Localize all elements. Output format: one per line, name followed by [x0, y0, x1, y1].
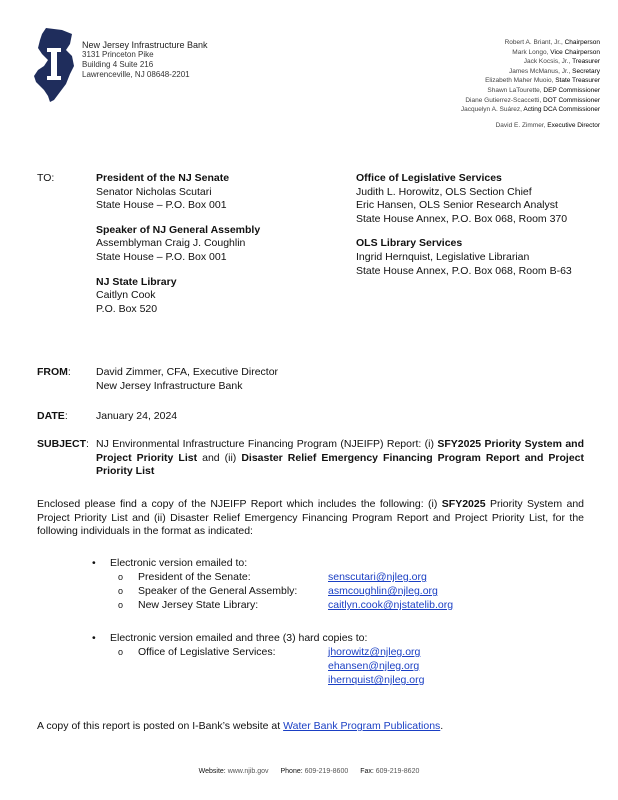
- list-item: [92, 674, 592, 688]
- email-link[interactable]: jhorowitz@njleg.org: [328, 646, 421, 658]
- from-label: FROM:: [37, 366, 71, 378]
- board-member: Mark Longo, Vice Chairperson: [512, 48, 600, 56]
- distribution-list-electronic: • Electronic version emailed to: o President of the Senate: senscutari@njleg.org o Speaker of the General Assembly: asmcoughlin@njleg.org o New Jersey State Library: caitlyn.cook@njstatelib.org: [92, 557, 592, 613]
- subject-value: NJ Environmental Infrastructure Financing Program (NJEIFP) Report: (i) SFY2025 Priority System and Project Priority List and (ii) Disaster Relief Emergency Financing Program Report and Project Priority List: [96, 438, 584, 478]
- publications-link[interactable]: Water Bank Program Publications: [283, 720, 441, 732]
- executive-director: David E. Zimmer, Executive Director: [495, 121, 600, 129]
- board-member: Shawn LaTourette, DEP Commissioner: [487, 86, 600, 94]
- body-paragraph: Enclosed please find a copy of the NJEIFP Report which includes the following: (i) SFY2025 Priority System and Project Priority List and (ii) Disaster Relief Emergency Financing Program Report and Project Priority List, for the following individuals in the format as indicated:: [37, 498, 584, 538]
- subject-label: SUBJECT:: [37, 438, 89, 450]
- recipient-ols: Office of Legislative Services Judith L. Horowitz, OLS Section Chief Eric Hansen, OLS Senior Research Analyst State House Annex, P.O. Box 068, Room 370: [356, 172, 568, 225]
- circle-bullet-icon: o: [118, 586, 124, 596]
- distribution-list-hardcopy: • Electronic version emailed and three (3) hard copies to: o Office of Legislative Services: jhorowitz@njleg.org ehansen@njleg.org ihernquist@njleg.org: [92, 632, 592, 688]
- board-member: Jack Kocsis, Jr., Treasurer: [523, 58, 600, 66]
- circle-bullet-icon: o: [118, 572, 124, 582]
- board-member: Robert A. Briant, Jr., Chairperson: [504, 39, 600, 46]
- list-item: o Speaker of the General Assembly: asmcoughlin@njleg.org: [118, 585, 438, 597]
- recipient-senate: President of the NJ Senate Senator Nicholas Scutari State House – P.O. Box 001: [96, 172, 230, 212]
- email-link[interactable]: ihernquist@njleg.org: [328, 674, 425, 686]
- bullet-icon: •: [92, 557, 96, 569]
- to-label: TO:: [37, 172, 55, 184]
- nj-state-logo: [32, 26, 80, 106]
- email-link[interactable]: caitlyn.cook@njstatelib.org: [328, 599, 454, 611]
- address-line: 3131 Princeton Pike: [82, 50, 154, 59]
- bullet-icon: •: [92, 632, 96, 644]
- to-recipients-right: [356, 172, 606, 289]
- list-item: o Office of Legislative Services: jhorowitz@njleg.org: [118, 646, 421, 658]
- date-value: January 24, 2024: [96, 410, 178, 422]
- list-item: o New Jersey State Library: caitlyn.cook@njstatelib.org: [118, 599, 454, 611]
- email-link[interactable]: asmcoughlin@njleg.org: [328, 585, 438, 597]
- address-line: Lawrenceville, NJ 08648-2201: [82, 70, 190, 79]
- recipient-library: NJ State Library Caitlyn Cook P.O. Box 520: [96, 275, 177, 315]
- board-list: [461, 38, 600, 130]
- to-recipients-left: [96, 172, 336, 327]
- board-member: Jacquelyn A. Suárez, Acting DCA Commissioner: [460, 106, 600, 114]
- board-member: Elizabeth Maher Muoio, State Treasurer: [485, 77, 600, 85]
- from-value: David Zimmer, CFA, Executive Director New Jersey Infrastructure Bank: [96, 366, 279, 392]
- letterhead-address: [82, 40, 208, 80]
- address-line: Building 4 Suite 216: [82, 60, 154, 69]
- recipient-assembly: Speaker of NJ General Assembly Assemblyman Craig J. Coughlin State House – P.O. Box 001: [96, 223, 261, 263]
- recipient-ols-library: OLS Library Services Ingrid Hernquist, Legislative Librarian State House Annex, P.O. Box 068, Room B-63: [356, 237, 572, 277]
- list-item: [92, 660, 592, 674]
- circle-bullet-icon: o: [118, 647, 124, 657]
- footer: Website: www.njib.gov Phone: 609-219-8600 Fax: 609-219-8620: [198, 768, 420, 775]
- circle-bullet-icon: o: [118, 600, 124, 610]
- org-name: New Jersey Infrastructure Bank: [82, 40, 208, 50]
- email-link[interactable]: senscutari@njleg.org: [328, 571, 427, 583]
- board-member: James McManus, Jr., Secretary: [508, 67, 600, 75]
- closing-line: A copy of this report is posted on I-Bank’s website at Water Bank Program Publications.: [37, 720, 444, 732]
- email-link[interactable]: ehansen@njleg.org: [328, 660, 420, 672]
- date-label: DATE:: [37, 410, 68, 422]
- board-member: Diane Gutierrez-Scaccetti, DOT Commissioner: [465, 96, 600, 104]
- list-item: o President of the Senate: senscutari@njleg.org: [118, 571, 427, 583]
